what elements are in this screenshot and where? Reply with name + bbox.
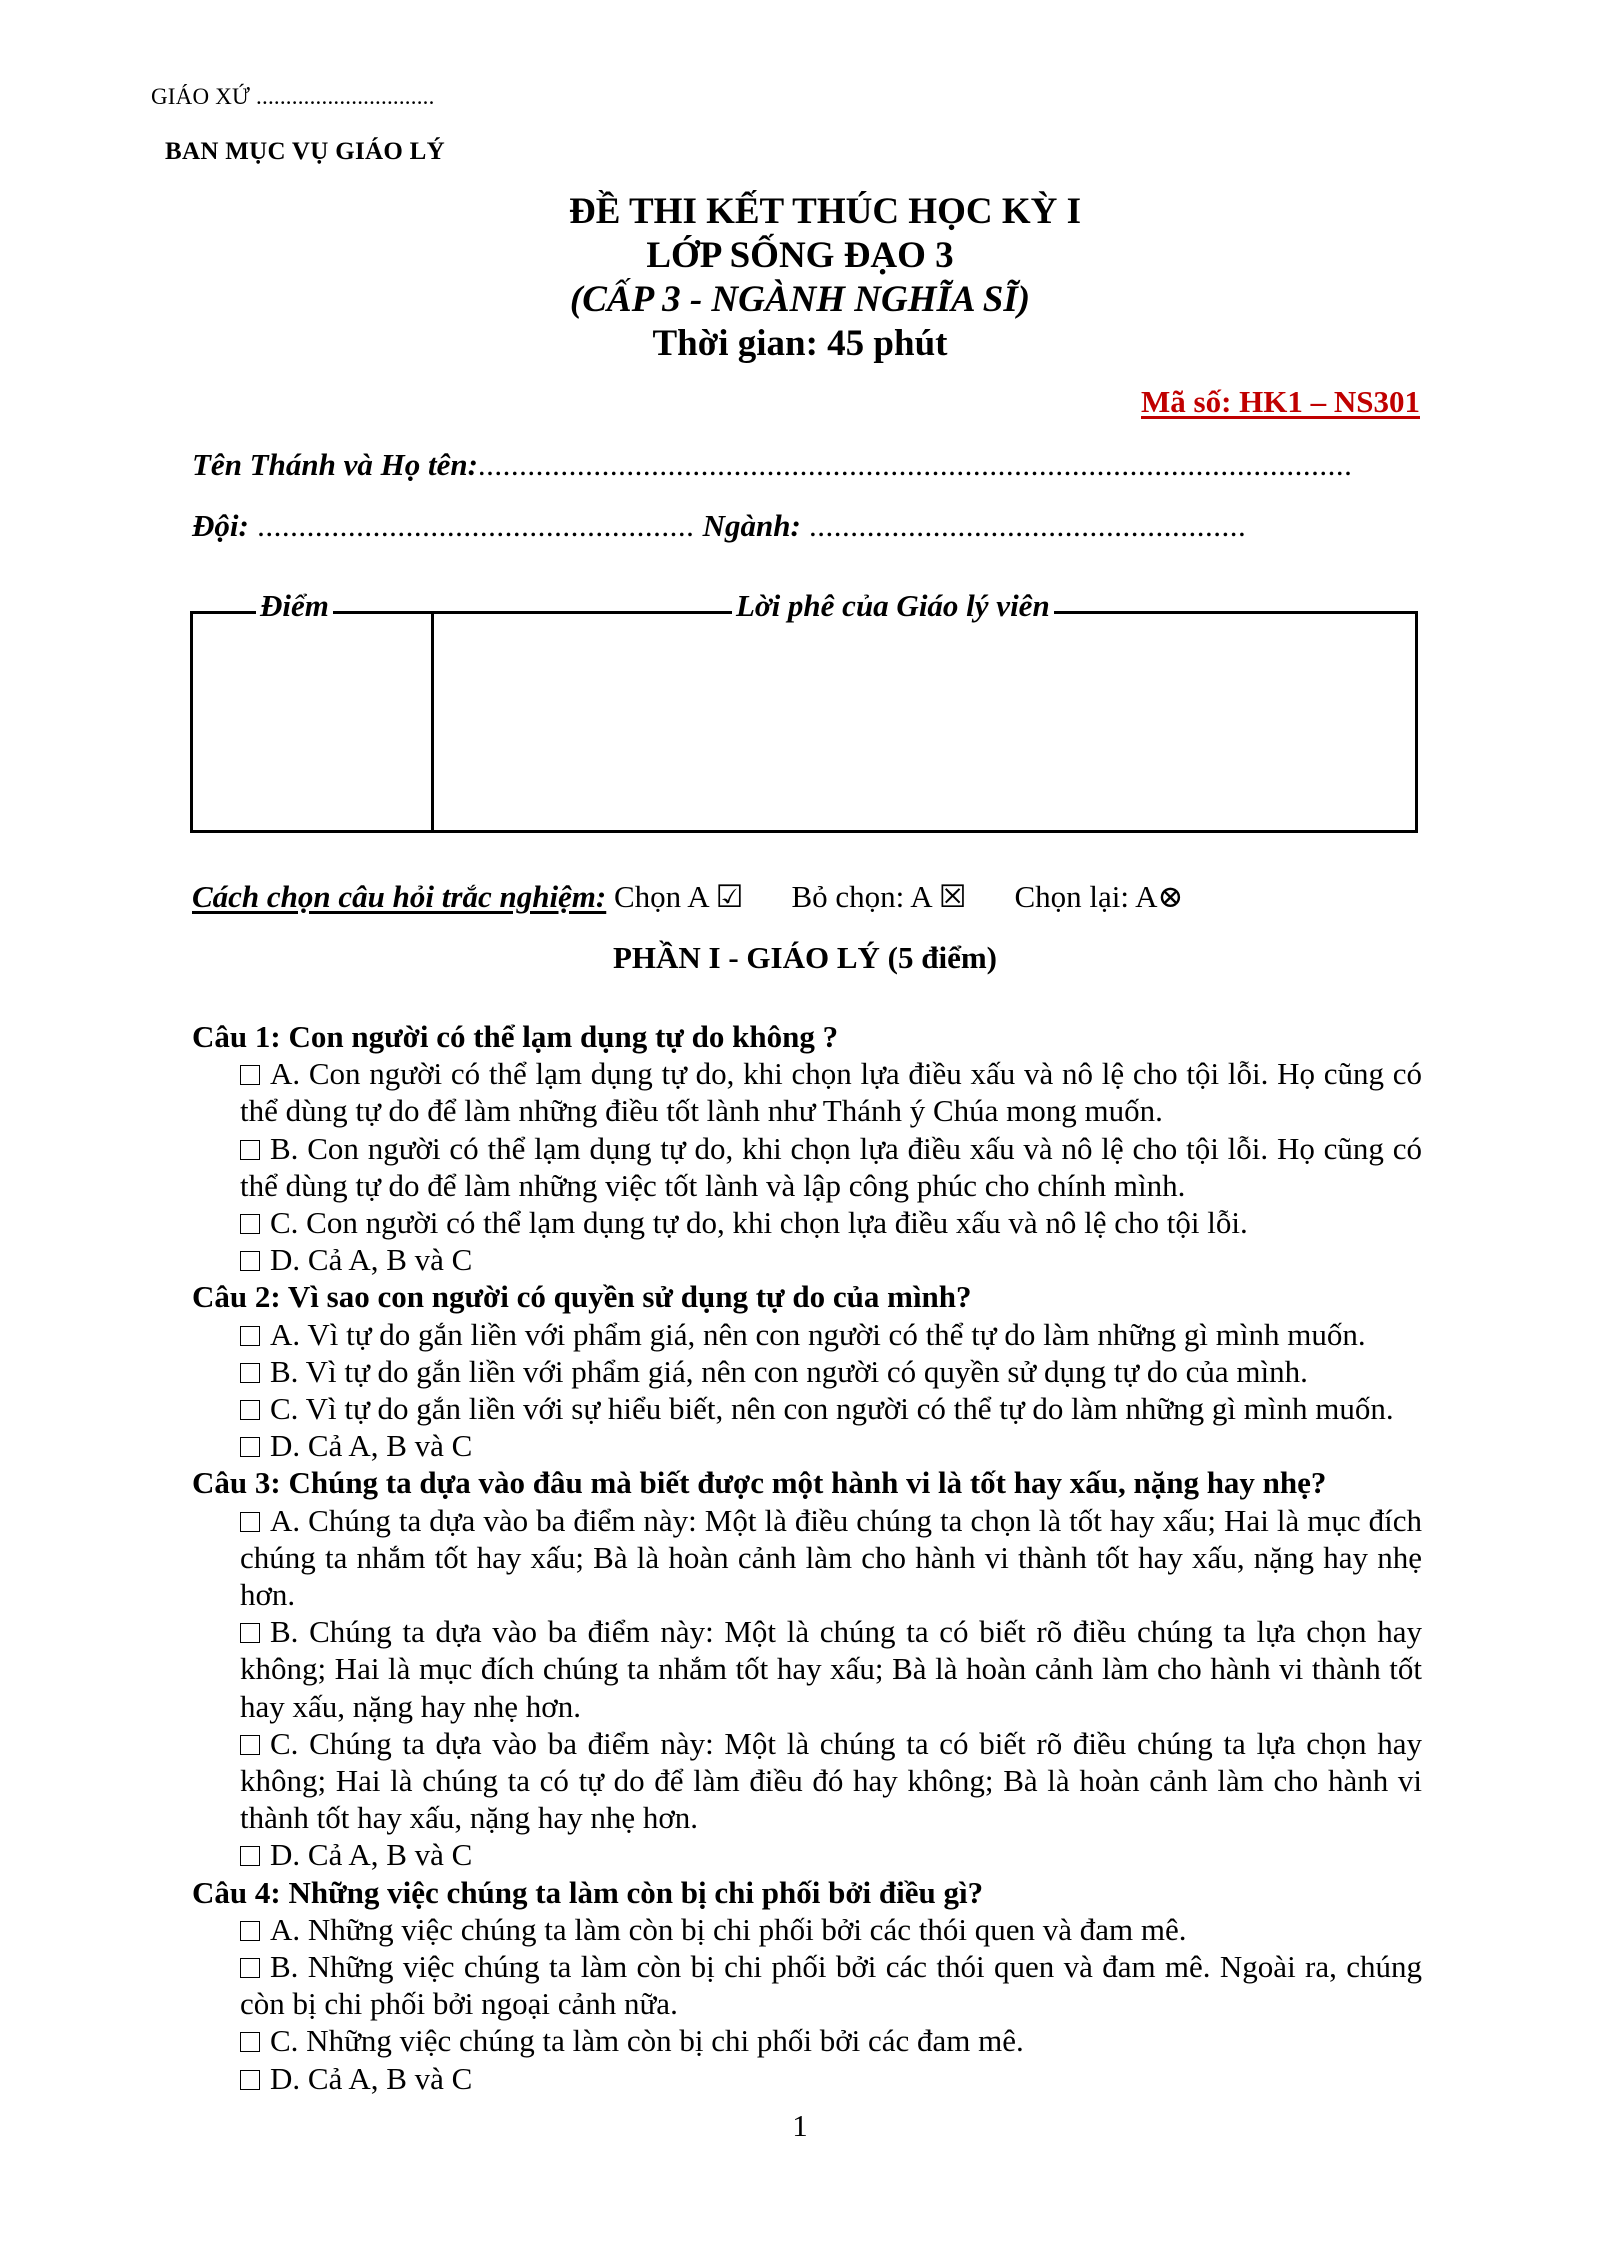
rechoose-instruction: Chọn lại: A⊗ [1014, 879, 1184, 914]
answer-option[interactable] [240, 1836, 1422, 1873]
branch-blank[interactable]: ..................................................... [800, 508, 1247, 543]
page-number: 1 [792, 2108, 808, 2143]
answer-option[interactable] [240, 1204, 1422, 1241]
answer-option[interactable] [240, 1130, 1422, 1204]
level-branch: (CẤP 3 - NGÀNH NGHĨA SĨ) [569, 279, 1031, 320]
unchoose-instruction: Bỏ chọn: A ☒ [791, 879, 967, 914]
checkbox-icon[interactable] [240, 1735, 260, 1755]
answer-option-text: C. Vì tự do gắn liền với sự hiểu biết, nên con người có thể tự do làm những gì mình muốn. [270, 1391, 1394, 1427]
checkbox-icon[interactable] [240, 2032, 260, 2052]
answer-option-text: B. Những việc chúng ta làm còn bị chi phối bởi các thói quen và đam mê. Ngoài ra, chúng còn bị chi phối bởi ngoại cảnh nữa. [240, 1949, 1422, 2022]
choose-instruction: Chọn A ☑ [606, 879, 744, 914]
checkbox-icon[interactable] [240, 1437, 260, 1457]
checkbox-icon[interactable] [240, 1363, 260, 1383]
question-1 [192, 1018, 1422, 1278]
checkbox-icon[interactable] [240, 1214, 260, 1234]
name-blank[interactable]: .......................................................................................................... [477, 447, 1353, 482]
answer-option[interactable] [240, 1390, 1422, 1427]
answer-option-text: B. Con người có thể lạm dụng tự do, khi chọn lựa điều xấu và nô lệ cho tội lỗi. Họ cũng có thể dùng tự do để làm những việc tốt lành và lập công phúc cho chính mình. [240, 1130, 1422, 1203]
answer-option[interactable] [240, 2060, 1422, 2097]
answer-option-text: A. Những việc chúng ta làm còn bị chi phối bởi các thói quen và đam mê. [270, 1911, 1187, 1947]
team-blank[interactable]: ..................................................... [248, 508, 703, 543]
checkbox-icon[interactable] [240, 1921, 260, 1941]
answer-option-text: D. Cả A, B và C [270, 1242, 473, 1278]
answer-option[interactable] [240, 1725, 1422, 1837]
answer-option-text: B. Vì tự do gắn liền với phẩm giá, nên con người có quyền sử dụng tự do của mình. [270, 1353, 1308, 1389]
checkbox-icon[interactable] [240, 1512, 260, 1532]
class-name: LỚP SỐNG ĐẠO 3 [646, 235, 954, 276]
exam-title: ĐỀ THI KẾT THÚC HỌC KỲ I [569, 191, 1081, 232]
answer-option[interactable] [240, 1911, 1422, 1948]
answer-option[interactable] [240, 2022, 1422, 2059]
answer-option[interactable] [240, 1502, 1422, 1614]
answer-option[interactable] [240, 1241, 1422, 1278]
answer-option-text: D. Cả A, B và C [270, 2060, 473, 2096]
answer-option-text: D. Cả A, B và C [270, 1428, 473, 1464]
checkbox-icon[interactable] [240, 1958, 260, 1978]
answer-option-text: C. Con người có thể lạm dụng tự do, khi chọn lựa điều xấu và nô lệ cho tội lỗi. [270, 1205, 1248, 1241]
answer-option-text: C. Những việc chúng ta làm còn bị chi phối bởi các đam mê. [270, 2023, 1024, 2059]
exam-title-block [0, 190, 1600, 366]
section-heading: PHẦN I - GIÁO LÝ (5 điểm) [612, 940, 998, 975]
question-2 [192, 1278, 1422, 1464]
answer-option[interactable] [240, 1427, 1422, 1464]
instructions-label: Cách chọn câu hỏi trắc nghiệm: [192, 879, 607, 914]
answer-option-text: A. Chúng ta dựa vào ba điểm này: Một là điều chúng ta chọn là tốt hay xấu; Hai là mục đích chúng ta nhắm tốt hay xấu; Bà là hoàn cảnh làm cho hành vi thành tốt hay xấu, nặng hay nhẹ hơn. [240, 1502, 1422, 1613]
team-label: Đội: [192, 508, 249, 543]
answer-option[interactable] [240, 1055, 1422, 1129]
parish-line: GIÁO XỨ .............................. [151, 84, 435, 109]
answer-option[interactable] [240, 1948, 1422, 2022]
score-comment-box [190, 611, 1418, 833]
exam-duration: Thời gian: 45 phút [652, 323, 948, 364]
checkbox-icon[interactable] [240, 1400, 260, 1420]
checkbox-icon[interactable] [240, 1251, 260, 1271]
checkbox-icon[interactable] [240, 1065, 260, 1085]
section-title [0, 940, 1600, 976]
answer-option[interactable] [240, 1316, 1422, 1353]
answer-instructions [192, 879, 1183, 915]
box-divider [431, 614, 434, 830]
answer-option-text: B. Chúng ta dựa vào ba điểm này: Một là chúng ta có biết rõ điều chúng ta lựa chọn hay không; Hai là mục đích chúng ta nhắm tốt hay xấu; Bà là hoàn cảnh làm cho hành vi thành tốt hay xấu, nặng hay nhẹ hơn. [240, 1614, 1422, 1724]
question-list [192, 1018, 1422, 2097]
answer-option[interactable] [240, 1613, 1422, 1725]
question-4 [192, 1874, 1422, 2097]
question-title: Câu 1: Con người có thể lạm dụng tự do không ? [192, 1019, 839, 1054]
checkbox-icon[interactable] [240, 1140, 260, 1160]
answer-option-text: A. Vì tự do gắn liền với phẩm giá, nên con người có thể tự do làm những gì mình muốn. [270, 1316, 1366, 1352]
checkbox-icon[interactable] [240, 1846, 260, 1866]
answer-option-text: D. Cả A, B và C [270, 1837, 473, 1873]
comment-label: Lời phê của Giáo lý viên [732, 588, 1054, 624]
name-label: Tên Thánh và Họ tên: [192, 447, 478, 482]
question-title: Câu 2: Vì sao con người có quyền sử dụng tự do của mình? [192, 1279, 972, 1315]
name-field[interactable] [192, 447, 1352, 483]
question-3 [192, 1464, 1422, 1873]
score-label: Điểm [256, 588, 333, 624]
answer-option[interactable] [240, 1353, 1422, 1390]
question-title: Câu 3: Chúng ta dựa vào đâu mà biết được một hành vi là tốt hay xấu, nặng hay nhẹ? [192, 1465, 1327, 1501]
checkbox-icon[interactable] [240, 1326, 260, 1346]
answer-option-text: A. Con người có thể lạm dụng tự do, khi chọn lựa điều xấu và nô lệ cho tội lỗi. Họ cũng có thể dùng tự do để làm những điều tốt lành như Thánh ý Chúa mong muốn. [240, 1056, 1422, 1129]
question-title: Câu 4: Những việc chúng ta làm còn bị chi phối bởi điều gì? [192, 1874, 984, 1910]
team-branch-field[interactable] [192, 508, 1246, 544]
answer-option-text: C. Chúng ta dựa vào ba điểm này: Một là chúng ta có biết rõ điều chúng ta lựa chọn hay không; Hai là chúng ta có tự do để làm điều đó hay không; Bà là hoàn cảnh làm cho hành vi thành tốt hay xấu, nặng hay nhẹ hơn. [240, 1725, 1422, 1836]
checkbox-icon[interactable] [240, 2070, 260, 2090]
exam-code: Mã số: HK1 – NS301 [1141, 384, 1420, 419]
branch-label: Ngành: [702, 508, 801, 543]
checkbox-icon[interactable] [240, 1623, 260, 1643]
catechism-board: BAN MỤC VỤ GIÁO LÝ [165, 138, 445, 165]
